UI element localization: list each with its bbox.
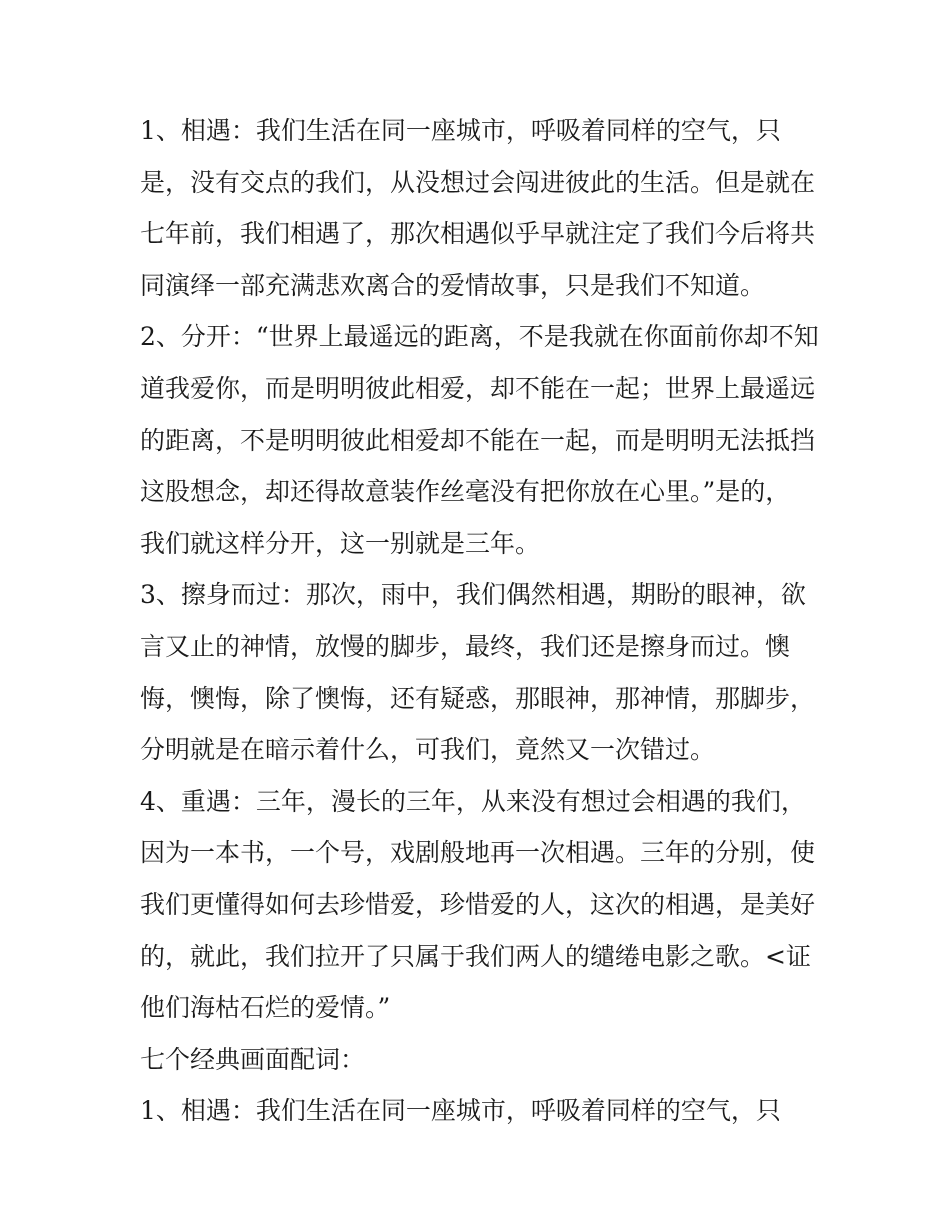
text-line: 分明就是在暗示着什么，可我们，竟然又一次错过。 bbox=[140, 735, 716, 765]
text-line: 这股想念，却还得故意装作丝毫没有把你放在心里。”是的， bbox=[140, 477, 791, 507]
text-line: 因为一本书，一个号，戏剧般地再一次相遇。三年的分别，使 bbox=[140, 838, 816, 868]
text-line: 道我爱你，而是明明彼此相爱，却不能在一起；世界上最遥远 bbox=[140, 373, 816, 403]
text-line: 言又止的神情，放慢的脚步，最终，我们还是擦身而过。懊 bbox=[140, 631, 791, 661]
text-line: 3、擦身而过：那次，雨中，我们偶然相遇，期盼的眼神，欲 bbox=[140, 580, 806, 610]
text-line: 1、相遇：我们生活在同一座城市，呼吸着同样的空气，只 bbox=[140, 1096, 781, 1126]
text-line: 2、分开：“世界上最遥远的距离，不是我就在你面前你却不知 bbox=[140, 322, 819, 352]
text-line: 的距离，不是明明彼此相爱却不能在一起，而是明明无法抵挡 bbox=[140, 425, 816, 455]
text-line: 是，没有交点的我们，从没想过会闯进彼此的生活。但是就在 bbox=[140, 167, 816, 197]
text-line: 4、重遇：三年，漫长的三年，从来没有想过会相遇的我们， bbox=[140, 786, 806, 816]
text-line: 同演绎一部充满悲欢离合的爱情故事，只是我们不知道。 bbox=[140, 270, 766, 300]
text-line: 我们更懂得如何去珍惜爱，珍惜爱的人，这次的相遇，是美好 bbox=[140, 889, 816, 919]
text-line: 我们就这样分开，这一别就是三年。 bbox=[140, 528, 541, 558]
text-line: 七年前，我们相遇了，那次相遇似乎早就注定了我们今后将共 bbox=[140, 219, 816, 249]
text-line: 悔，懊悔，除了懊悔，还有疑惑，那眼神，那神情，那脚步， bbox=[140, 683, 816, 713]
text-line: 1、相遇：我们生活在同一座城市，呼吸着同样的空气，只 bbox=[140, 116, 781, 145]
section-heading: 七个经典画面配词： bbox=[140, 1044, 366, 1074]
text-line: 他们海枯石烂的爱情。” bbox=[140, 993, 391, 1023]
text-line: 的，就此，我们拉开了只属于我们两人的缱绻电影之歌。<证 bbox=[140, 941, 811, 971]
document-body bbox=[140, 105, 820, 1137]
